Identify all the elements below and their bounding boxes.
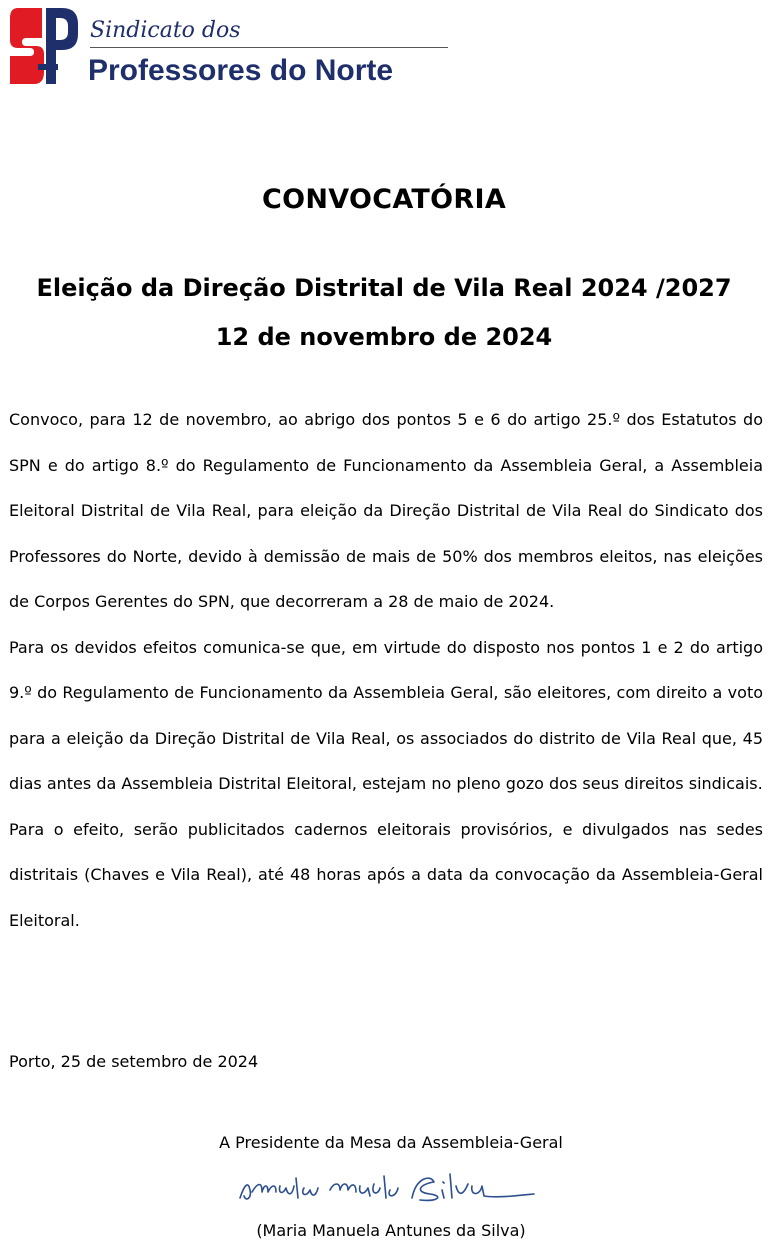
paragraph-voters: Para os devidos efeitos comunica-se que, em virtude do disposto nos pontos 1 e 2 do artigo 9.º do Regulamento de Funcionamento da Assembleia Geral, são eleitores, com direito a voto para a eleição da Direção Distrital de Vila Real, os associados do distrito de Vila Real que, 45 dias antes da Assembleia Distrital Eleitoral, estejam no pleno gozo dos seus direitos sindicais. <box>9 637 763 793</box>
logo-divider <box>90 47 448 48</box>
logo-text-top: Sindicato dos <box>90 18 241 43</box>
place-date: Porto, 25 de setembro de 2024 <box>9 1052 259 1071</box>
document-subtitle: Eleição da Direção Distrital de Vila Real 2024 /2027 <box>36 274 732 302</box>
paragraph-convocation: Convoco, para 12 de novembro, ao abrigo dos pontos 5 e 6 do artigo 25.º dos Estatutos do SPN e do artigo 8.º do Regulamento de Funcionamento da Assembleia Geral, a Assembleia Eleitoral Distrital de Vila Real, para eleição da Direção Distrital de Vila Real do Sindicato dos Professores do Norte, devido à demissão de mais de 50% dos membros eleitos, nas eleições de Corpos Gerentes do SPN, que decorreram a 28 de maio de 2024. <box>9 410 763 611</box>
document-title: CONVOCATÓRIA <box>261 184 507 215</box>
document-date-heading: 12 de novembro de 2024 <box>215 323 553 351</box>
spn-logo <box>8 6 448 88</box>
signatory-role: A Presidente da Mesa da Assembleia-Geral <box>219 1133 563 1152</box>
document-body <box>9 397 763 943</box>
signatory-name: (Maria Manuela Antunes da Silva) <box>256 1221 526 1240</box>
paragraph-electoral-rolls: Para o efeito, serão publicitados cadernos eleitorais provisórios, e divulgados nas sedes distritais (Chaves e Vila Real), até 48 horas após a data da convocação da Assembleia-Geral Eleitoral. <box>9 819 763 930</box>
spn-logo-mark-icon <box>8 6 80 86</box>
logo-text-bottom: Professores do Norte <box>88 54 394 87</box>
handwritten-signature-icon <box>234 1168 546 1208</box>
